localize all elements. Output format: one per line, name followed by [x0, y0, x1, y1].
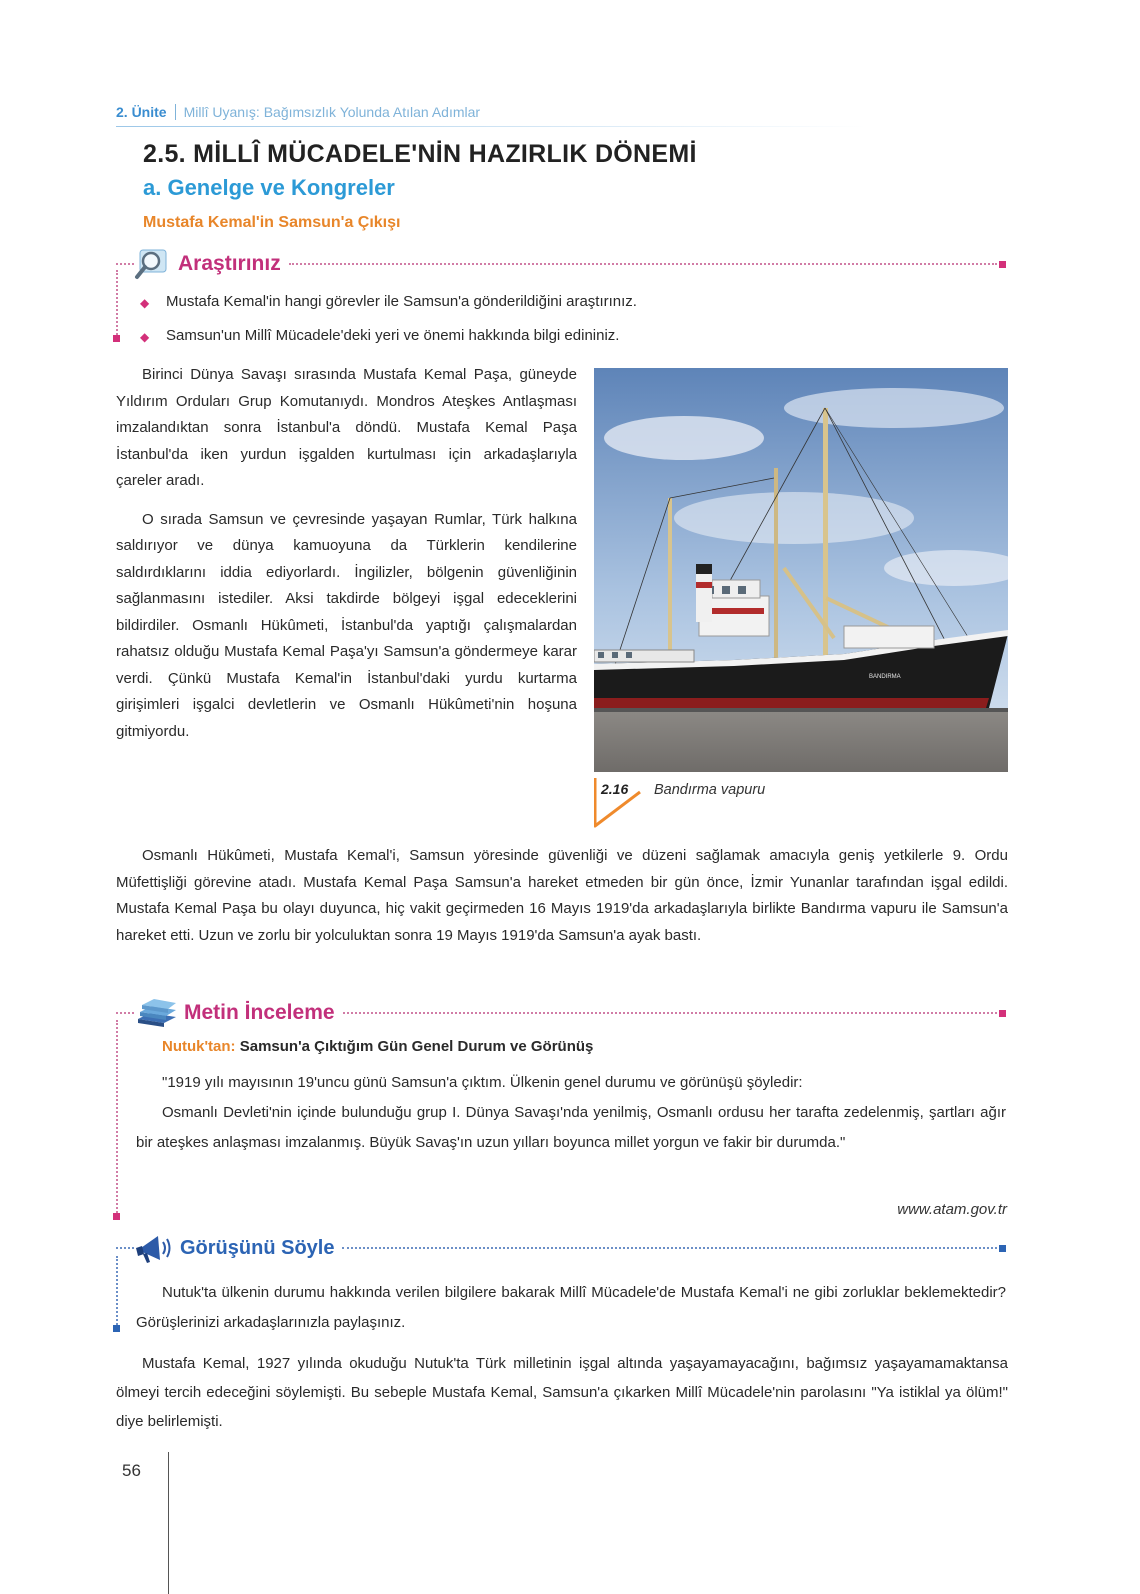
list-item	[140, 326, 1000, 347]
box-dots	[289, 263, 997, 265]
books-icon	[134, 997, 178, 1029]
research-box-header	[116, 248, 1006, 280]
box-lead-dots	[116, 263, 134, 265]
header-rule	[116, 126, 866, 127]
research-list	[140, 292, 1000, 347]
research-item-text: Mustafa Kemal'in hangi görevler ile Samsun'a gönderildiğini araştırınız.	[166, 293, 637, 310]
opinion-corner	[113, 1325, 120, 1332]
opinion-side	[116, 1256, 118, 1328]
text-block-full	[116, 843, 1008, 949]
subsection-title: a. Genelge ve Kongreler	[143, 175, 395, 200]
opinion-label: Görüşünü Söyle	[180, 1236, 335, 1259]
reference-link: www.atam.gov.tr	[897, 1201, 1007, 1218]
text-column-left	[116, 362, 577, 745]
ship-name-text: BANDIRMA	[869, 674, 901, 680]
research-label: Araştırınız	[178, 252, 281, 275]
box-dots	[342, 1247, 997, 1249]
quote-source: Nutuk'tan:	[162, 1038, 236, 1055]
research-box-side	[116, 270, 118, 338]
header-separator	[175, 104, 176, 120]
page-number: 56	[122, 1461, 141, 1480]
box-end-marker	[999, 1245, 1006, 1252]
box-end-marker	[999, 1010, 1006, 1017]
list-item	[140, 292, 1000, 313]
quote-body	[136, 1068, 1006, 1158]
text-review-label: Metin İnceleme	[184, 1001, 335, 1024]
unit-number: 2. Ünite	[116, 104, 167, 120]
paragraph: O sırada Samsun ve çevresinde yaşayan Rumlar, Türk halkına saldırıyor ve dünya kamuoyuna da Türklerin kendilerine saldırdıklarını iddia ediyorlardı. İngilizler, bölgenin güvenliğinin sağlanmasını istediler. Aksi takdirde bölgeyi işgal edeceklerini bildirdiler. Osmanlı Hükûmeti, İstanbul'da yaptığı çalışmalardan rahatsız olduğu Mustafa Kemal Paşa'yı Samsun'a göndermeye karar verdi. Çünkü Mustafa Kemal'in İstanbul'daki yurdu kurtarma girişimleri işgalci devletlerin ve Osmanlı Hükûmeti'nin hoşuna gitmiyordu.	[116, 510, 577, 740]
quote-heading	[162, 1038, 593, 1055]
text-block-final	[116, 1349, 1008, 1436]
box-lead-dots	[116, 1247, 134, 1249]
bullet-icon: ◆	[140, 330, 150, 344]
page-number-rule	[168, 1452, 169, 1594]
opinion-text: Nutuk'ta ülkenin durumu hakkında verilen bilgilere bakarak Millî Mücadele'de Mustafa Kemal'i ne gibi zorluklar beklemektedir? Görüşlerinizi arkadaşlarınızla paylaşınız.	[136, 1284, 1006, 1331]
unit-title: Millî Uyanış: Bağımsızlık Yolunda Atılan Adımlar	[183, 104, 481, 120]
paragraph: Mustafa Kemal, 1927 yılında okuduğu Nutuk'ta Türk milletinin işgal altında yaşayamayacağını, bağımsız yaşayamamaktansa ölmeyi tercih edeceğini söylemişti. Bu sebeple Mustafa Kemal, Samsun'a çıkarken Millî Mücadele'nin parolasını "Ya istiklal ya ölüm!" diye belirlemişti.	[116, 1355, 1008, 1430]
ship-photo	[594, 368, 1008, 772]
research-box-corner	[113, 335, 120, 342]
text-review-corner	[113, 1213, 120, 1220]
paragraph: Birinci Dünya Savaşı sırasında Mustafa Kemal Paşa, güneyde Yıldırım Orduları Grup Komutanıydı. Mondros Ateşkes Antlaşması imzalandıktan sonra İstanbul'a döndü. Mustafa Kemal Paşa İstanbul'da iken yurdun işgalden kurtulması için arkadaşlarıyla çareler aradı.	[116, 366, 577, 489]
box-dots	[343, 1012, 997, 1014]
quote-paragraph: "1919 yılı mayısının 19'uncu günü Samsun'a çıktım. Ülkenin genel durumu ve görünüşü şöyledir:	[162, 1074, 803, 1091]
text-review-header	[116, 997, 1006, 1029]
bullet-icon: ◆	[140, 296, 150, 310]
box-end-marker	[999, 261, 1006, 268]
figure-caption-text: Bandırma vapuru	[654, 782, 766, 798]
section-title: 2.5. MİLLÎ MÜCADELE'NİN HAZIRLIK DÖNEMİ	[143, 140, 697, 168]
quote-paragraph: Osmanlı Devleti'nin içinde bulunduğu grup I. Dünya Savaşı'nda yenilmiş, Osmanlı ordusu her tarafta zedelenmiş, şartları ağır bir ateşkes anlaşması imzalanmış. Büyük Savaş'ın uzun yılları boyunca millet yorgun ve fakir bir durumda."	[136, 1104, 1006, 1151]
unit-header	[116, 104, 480, 120]
quote-title: Samsun'a Çıktığım Gün Genel Durum ve Görünüş	[239, 1038, 594, 1055]
opinion-header	[116, 1232, 1006, 1264]
text-review-side	[116, 1020, 118, 1216]
research-item-text: Samsun'un Millî Mücadele'deki yeri ve önemi hakkında bilgi edininiz.	[166, 327, 620, 344]
opinion-body	[136, 1278, 1006, 1338]
paragraph: Osmanlı Hükûmeti, Mustafa Kemal'i, Samsun yöresinde güvenliği ve düzeni sağlamak amacıyla geniş yetkilerle 9. Ordu Müfettişliği görevine atadı. Mustafa Kemal Paşa Samsun'a hareket etmeden bir gün önce, İzmir Yunanlar tarafından işgal edildi. Mustafa Kemal Paşa bu olayı duyunca, hiç vakit geçirmeden 16 Mayıs 1919'da arkadaşlarıyla birlikte Bandırma vapuru ile Samsun'a hareket etti. Uzun ve zorlu bir yolculuktan sonra 19 Mayıs 1919'da Samsun'a ayak bastı.	[116, 847, 1008, 944]
topic-title: Mustafa Kemal'in Samsun'a Çıkışı	[143, 214, 401, 231]
figure-number: 2.16	[601, 781, 629, 797]
megaphone-icon	[134, 1232, 174, 1264]
box-lead-dots	[116, 1012, 134, 1014]
magnifier-icon	[134, 248, 172, 280]
